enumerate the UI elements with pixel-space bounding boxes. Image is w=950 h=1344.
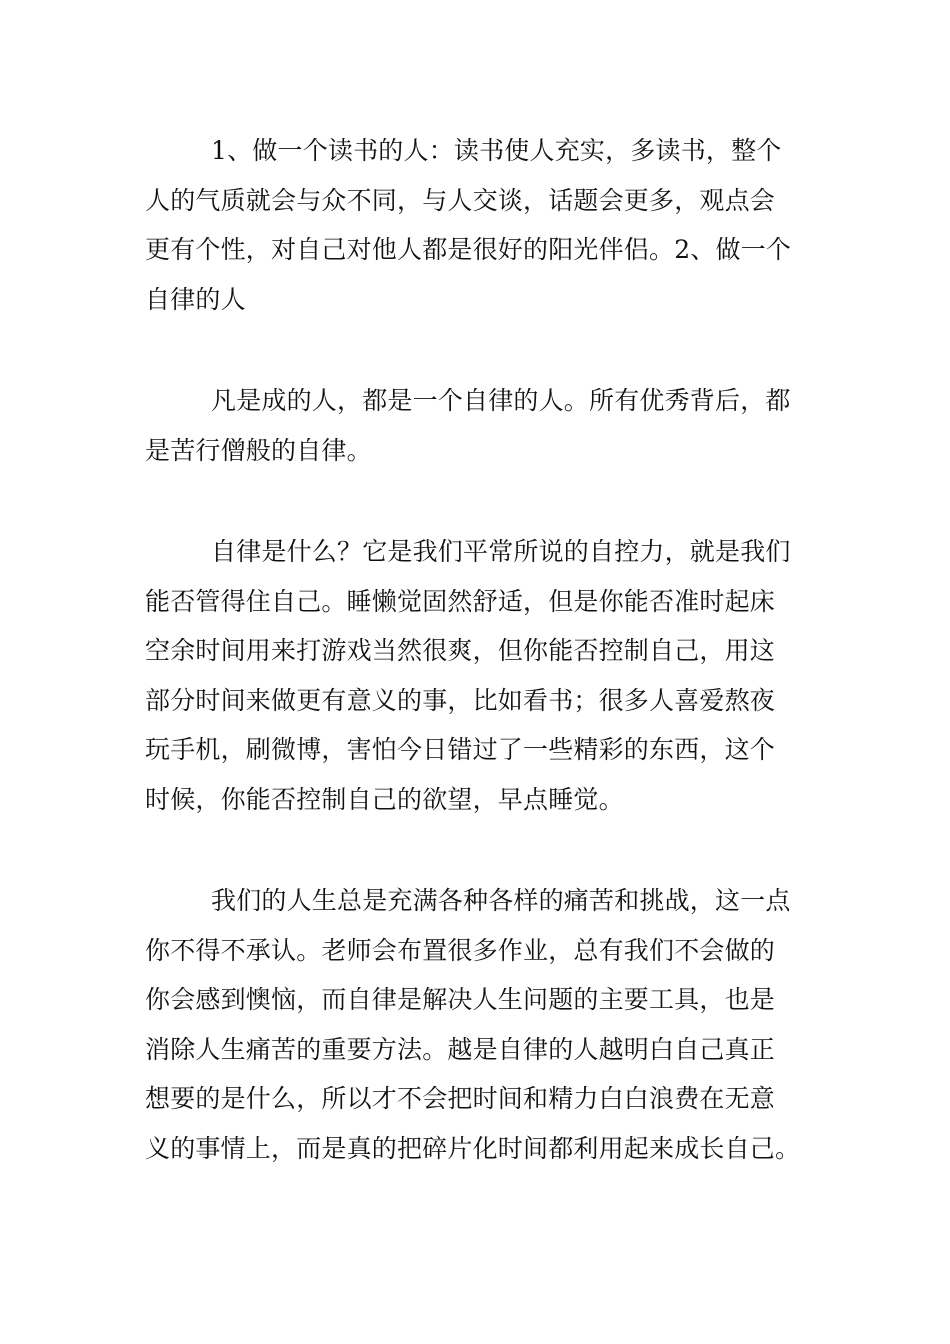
text-line: 1、做一个读书的人：读书使人充实，多读书，整个 [211,136,782,165]
paragraph-self-discipline-intro [145,376,809,475]
text-line: 消除人生痛苦的重要方法。越是自律的人越明白自己真正 [145,1034,776,1064]
text-line: 自律的人 [145,284,246,314]
text-line: 部分时间来做更有意义的事，比如看书；很多人喜爱熬夜 [145,685,776,715]
text-line: 时候，你能否控制自己的欲望，早点睡觉。 [145,784,624,814]
text-line: 你会感到懊恼，而自律是解决人生问题的主要工具，也是 [145,985,776,1014]
text-line: 人的气质就会与众不同，与人交谈，话题会更多，观点会 [145,185,776,215]
text-line: 我们的人生总是充满各种各样的痛苦和挑战，这一点 [211,886,791,915]
text-line: 凡是成的人，都是一个自律的人。所有优秀背后，都 [211,386,791,415]
text-line: 空余时间用来打游戏当然很爽，但你能否控制自己，用这 [145,636,776,665]
text-line: 你不得不承认。老师会布置很多作业，总有我们不会做的 [145,935,776,965]
text-line: 义的事情上，而是真的把碎片化时间都利用起来成长自己。 [145,1133,801,1163]
paragraph-reading [145,126,809,324]
document-page [145,126,809,1173]
paragraph-spacer [145,824,809,876]
paragraph-life-challenges [145,876,809,1173]
paragraph-what-is-self-discipline [145,527,809,824]
text-line: 更有个性，对自己对他人都是很好的阳光伴侣。2、做一个 [145,235,792,264]
text-line: 玩手机，刷微博，害怕今日错过了一些精彩的东西，这个 [145,735,776,764]
text-line: 想要的是什么，所以才不会把时间和精力白白浪费在无意 [145,1084,776,1113]
text-line: 是苦行僧般的自律。 [145,435,372,465]
paragraph-spacer [145,324,809,376]
paragraph-spacer [145,475,809,527]
text-line: 自律是什么？它是我们平常所说的自控力，就是我们 [211,537,791,566]
text-line: 能否管得住自己。睡懒觉固然舒适，但是你能否准时起床 [145,586,776,616]
